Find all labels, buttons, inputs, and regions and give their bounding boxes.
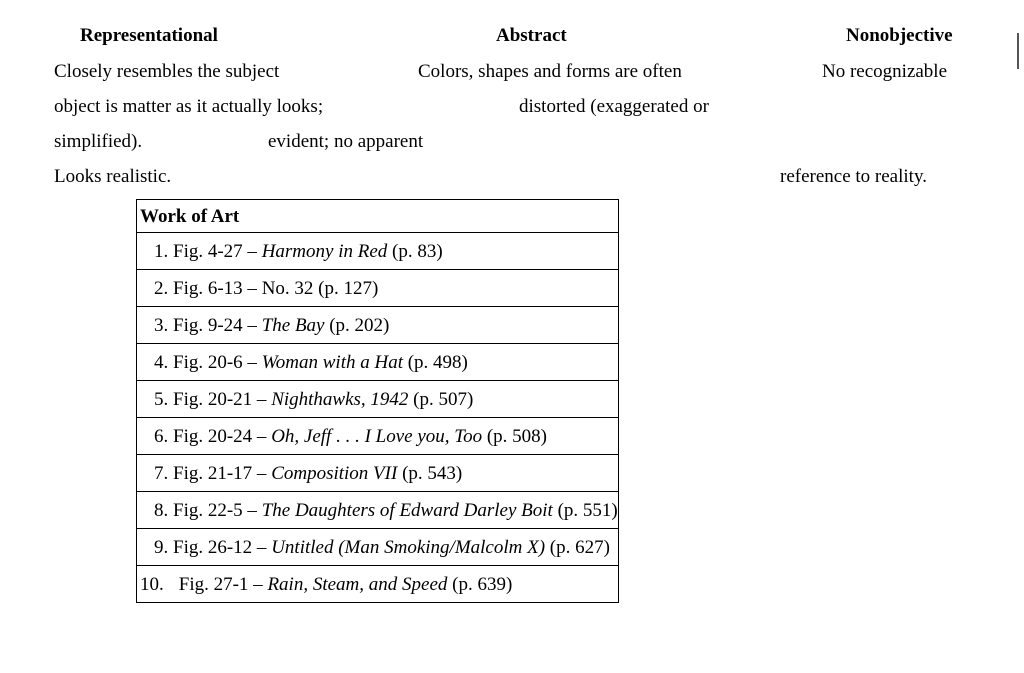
work-of-art-cell xyxy=(137,566,619,603)
table-row xyxy=(137,270,619,307)
page-reference: (p. 508) xyxy=(486,425,548,447)
nonobjective-description-line: No recognizable xyxy=(822,61,948,82)
page-reference: (p. 127) xyxy=(318,277,379,299)
artwork-title: The Bay xyxy=(261,314,325,336)
abstract-description-line: simplified). xyxy=(54,131,143,152)
row-number: 8. xyxy=(154,499,169,521)
figure-reference: Fig. 21-17 – xyxy=(173,462,267,484)
table-row xyxy=(137,529,619,566)
work-of-art-cell xyxy=(137,455,619,492)
artwork-title: Woman with a Hat xyxy=(261,351,403,373)
table-row xyxy=(137,307,619,344)
work-of-art-cell xyxy=(137,492,619,529)
row-number: 3. xyxy=(154,314,169,336)
figure-reference: Fig. 27-1 – xyxy=(178,573,263,595)
work-of-art-cell xyxy=(137,344,619,381)
table-row xyxy=(137,492,619,529)
table-row xyxy=(137,566,619,603)
work-of-art-cell xyxy=(137,381,619,418)
page-reference: (p. 543) xyxy=(402,462,463,484)
figure-reference: Fig. 20-21 – xyxy=(173,388,267,410)
heading-nonobjective: Nonobjective xyxy=(846,25,953,46)
work-of-art-cell xyxy=(137,307,619,344)
heading-abstract: Abstract xyxy=(496,25,567,46)
artwork-title: Untitled (Man Smoking/Malcolm X) xyxy=(271,536,546,558)
table-header-cell: Work of Art xyxy=(137,200,619,233)
abstract-description-line: distorted (exaggerated or xyxy=(519,96,709,117)
figure-reference: Fig. 26-12 – xyxy=(173,536,267,558)
representational-description-line: Closely resembles the subject xyxy=(54,61,280,82)
work-of-art-cell xyxy=(137,233,619,270)
page-reference: (p. 498) xyxy=(407,351,468,373)
representational-description-line: Looks realistic. xyxy=(54,166,172,187)
table-row xyxy=(137,455,619,492)
table-row xyxy=(137,344,619,381)
page-reference: (p. 507) xyxy=(413,388,474,410)
row-number: 2. xyxy=(154,277,169,299)
table-row xyxy=(137,418,619,455)
work-of-art-cell xyxy=(137,270,619,307)
heading-representational: Representational xyxy=(80,25,218,46)
figure-reference: Fig. 20-6 – xyxy=(173,351,257,373)
page-reference: (p. 627) xyxy=(549,536,610,558)
abstract-description-line: Colors, shapes and forms are often xyxy=(418,61,682,82)
nonobjective-description-line: evident; no apparent xyxy=(268,131,424,152)
page-reference: (p. 83) xyxy=(392,240,443,262)
work-of-art-cell xyxy=(137,418,619,455)
scrollbar-thumb[interactable] xyxy=(1017,33,1019,69)
works-of-art-table xyxy=(136,199,619,603)
row-number: 1. xyxy=(154,240,169,262)
figure-reference: Fig. 20-24 – xyxy=(173,425,267,447)
page-reference: (p. 551) xyxy=(557,499,618,521)
row-number: 7. xyxy=(154,462,169,484)
row-number: 9. xyxy=(154,536,169,558)
figure-reference: Fig. 6-13 – xyxy=(173,277,257,299)
table-row xyxy=(137,233,619,270)
artwork-title: No. 32 xyxy=(261,277,314,299)
nonobjective-description-line: reference to reality. xyxy=(780,166,927,187)
row-number: 10. xyxy=(140,573,164,595)
row-number: 5. xyxy=(154,388,169,410)
table-row xyxy=(137,381,619,418)
row-number: 4. xyxy=(154,351,169,373)
representational-description-line: object is matter as it actually looks; xyxy=(54,96,324,117)
artwork-title: Rain, Steam, and Speed xyxy=(267,573,448,595)
artwork-title: Harmony in Red xyxy=(261,240,388,262)
figure-reference: Fig. 22-5 – xyxy=(173,499,257,521)
row-number: 6. xyxy=(154,425,169,447)
page-reference: (p. 202) xyxy=(329,314,390,336)
artwork-title: Composition VII xyxy=(271,462,398,484)
table-header-row xyxy=(137,200,619,233)
figure-reference: Fig. 9-24 – xyxy=(173,314,257,336)
artwork-title: Oh, Jeff . . . I Love you, Too xyxy=(271,425,483,447)
work-of-art-cell xyxy=(137,529,619,566)
artwork-title: Nighthawks, 1942 xyxy=(271,388,409,410)
figure-reference: Fig. 4-27 – xyxy=(173,240,257,262)
artwork-title: The Daughters of Edward Darley Boit xyxy=(261,499,553,521)
page-reference: (p. 639) xyxy=(452,573,513,595)
